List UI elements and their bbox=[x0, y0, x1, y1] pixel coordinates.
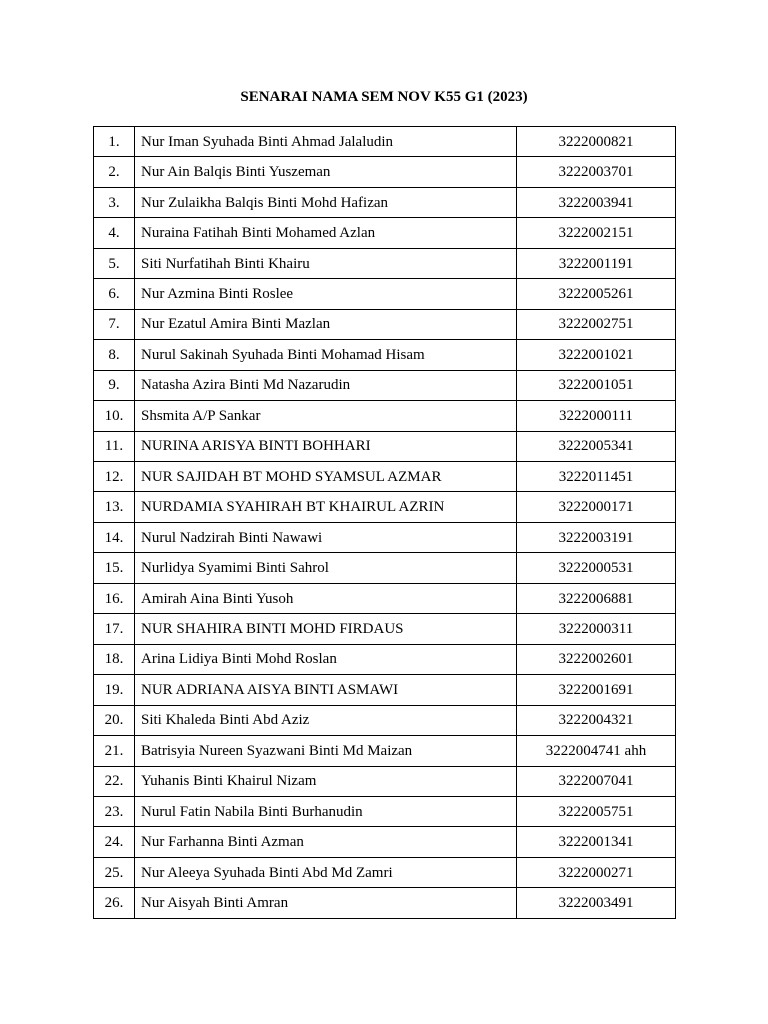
row-number-cell: 1. bbox=[94, 127, 135, 157]
student-name-cell: NUR SAJIDAH BT MOHD SYAMSUL AZMAR bbox=[135, 461, 517, 491]
row-number-cell: 2. bbox=[94, 157, 135, 187]
table-row bbox=[94, 127, 676, 157]
student-id-cell: 3222001191 bbox=[517, 248, 676, 278]
table-row bbox=[94, 675, 676, 705]
student-name-cell: Nur Ain Balqis Binti Yuszeman bbox=[135, 157, 517, 187]
row-number-cell: 14. bbox=[94, 522, 135, 552]
row-number-cell: 20. bbox=[94, 705, 135, 735]
table-row bbox=[94, 553, 676, 583]
student-name-cell: Nurul Nadzirah Binti Nawawi bbox=[135, 522, 517, 552]
student-id-cell: 3222000821 bbox=[517, 127, 676, 157]
row-number-cell: 16. bbox=[94, 583, 135, 613]
table-row bbox=[94, 401, 676, 431]
table-row bbox=[94, 705, 676, 735]
page-title: SENARAI NAMA SEM NOV K55 G1 (2023) bbox=[240, 89, 528, 105]
student-name-cell: Nur Zulaikha Balqis Binti Mohd Hafizan bbox=[135, 187, 517, 217]
student-id-cell: 3222000271 bbox=[517, 857, 676, 887]
student-id-cell: 3222001021 bbox=[517, 340, 676, 370]
student-name-cell: Yuhanis Binti Khairul Nizam bbox=[135, 766, 517, 796]
row-number-cell: 9. bbox=[94, 370, 135, 400]
table-row bbox=[94, 370, 676, 400]
row-number-cell: 24. bbox=[94, 827, 135, 857]
row-number-cell: 26. bbox=[94, 888, 135, 918]
student-name-cell: Siti Khaleda Binti Abd Aziz bbox=[135, 705, 517, 735]
row-number-cell: 7. bbox=[94, 309, 135, 339]
student-name-cell: NURINA ARISYA BINTI BOHHARI bbox=[135, 431, 517, 461]
student-name-cell: Nur Azmina Binti Roslee bbox=[135, 279, 517, 309]
student-name-cell: Arina Lidiya Binti Mohd Roslan bbox=[135, 644, 517, 674]
table-row bbox=[94, 492, 676, 522]
table-row bbox=[94, 248, 676, 278]
table-row bbox=[94, 157, 676, 187]
student-name-cell: Natasha Azira Binti Md Nazarudin bbox=[135, 370, 517, 400]
row-number-cell: 6. bbox=[94, 279, 135, 309]
table-row bbox=[94, 888, 676, 918]
student-id-cell: 3222000171 bbox=[517, 492, 676, 522]
table-row bbox=[94, 218, 676, 248]
student-name-cell: Nuraina Fatihah Binti Mohamed Azlan bbox=[135, 218, 517, 248]
student-name-cell: NUR SHAHIRA BINTI MOHD FIRDAUS bbox=[135, 614, 517, 644]
table-row bbox=[94, 827, 676, 857]
row-number-cell: 15. bbox=[94, 553, 135, 583]
table-row bbox=[94, 431, 676, 461]
table-row bbox=[94, 187, 676, 217]
student-name-cell: Shsmita A/P Sankar bbox=[135, 401, 517, 431]
student-id-cell: 3222004741 ahh bbox=[517, 736, 676, 766]
row-number-cell: 12. bbox=[94, 461, 135, 491]
student-id-cell: 3222011451 bbox=[517, 461, 676, 491]
student-id-cell: 3222005261 bbox=[517, 279, 676, 309]
row-number-cell: 21. bbox=[94, 736, 135, 766]
row-number-cell: 5. bbox=[94, 248, 135, 278]
row-number-cell: 10. bbox=[94, 401, 135, 431]
row-number-cell: 4. bbox=[94, 218, 135, 248]
student-name-cell: NUR ADRIANA AISYA BINTI ASMAWI bbox=[135, 675, 517, 705]
student-id-cell: 3222005341 bbox=[517, 431, 676, 461]
student-name-cell: Nur Farhanna Binti Azman bbox=[135, 827, 517, 857]
student-id-cell: 3222000311 bbox=[517, 614, 676, 644]
table-row bbox=[94, 796, 676, 826]
row-number-cell: 18. bbox=[94, 644, 135, 674]
student-name-cell: Amirah Aina Binti Yusoh bbox=[135, 583, 517, 613]
student-name-cell: Nur Ezatul Amira Binti Mazlan bbox=[135, 309, 517, 339]
student-id-cell: 3222004321 bbox=[517, 705, 676, 735]
student-id-cell: 3222001341 bbox=[517, 827, 676, 857]
row-number-cell: 17. bbox=[94, 614, 135, 644]
student-name-cell: Nur Iman Syuhada Binti Ahmad Jalaludin bbox=[135, 127, 517, 157]
row-number-cell: 13. bbox=[94, 492, 135, 522]
student-id-cell: 3222003191 bbox=[517, 522, 676, 552]
row-number-cell: 19. bbox=[94, 675, 135, 705]
student-name-cell: Nur Aisyah Binti Amran bbox=[135, 888, 517, 918]
student-id-cell: 3222006881 bbox=[517, 583, 676, 613]
row-number-cell: 23. bbox=[94, 796, 135, 826]
student-name-cell: Nurul Fatin Nabila Binti Burhanudin bbox=[135, 796, 517, 826]
row-number-cell: 8. bbox=[94, 340, 135, 370]
table-row bbox=[94, 736, 676, 766]
student-id-cell: 3222003941 bbox=[517, 187, 676, 217]
table-row bbox=[94, 583, 676, 613]
table-row bbox=[94, 857, 676, 887]
row-number-cell: 3. bbox=[94, 187, 135, 217]
row-number-cell: 22. bbox=[94, 766, 135, 796]
student-name-cell: Batrisyia Nureen Syazwani Binti Md Maizan bbox=[135, 736, 517, 766]
table-row bbox=[94, 279, 676, 309]
student-name-cell: Siti Nurfatihah Binti Khairu bbox=[135, 248, 517, 278]
student-list-table bbox=[93, 126, 676, 919]
student-id-cell: 3222007041 bbox=[517, 766, 676, 796]
student-id-cell: 3222002151 bbox=[517, 218, 676, 248]
student-list-body bbox=[94, 127, 676, 919]
student-name-cell: NURDAMIA SYAHIRAH BT KHAIRUL AZRIN bbox=[135, 492, 517, 522]
student-id-cell: 3222003491 bbox=[517, 888, 676, 918]
table-row bbox=[94, 644, 676, 674]
student-name-cell: Nurul Sakinah Syuhada Binti Mohamad Hisam bbox=[135, 340, 517, 370]
student-id-cell: 3222000111 bbox=[517, 401, 676, 431]
student-id-cell: 3222002601 bbox=[517, 644, 676, 674]
table-row bbox=[94, 309, 676, 339]
student-id-cell: 3222000531 bbox=[517, 553, 676, 583]
table-row bbox=[94, 340, 676, 370]
student-id-cell: 3222001051 bbox=[517, 370, 676, 400]
student-id-cell: 3222005751 bbox=[517, 796, 676, 826]
row-number-cell: 11. bbox=[94, 431, 135, 461]
student-name-cell: Nur Aleeya Syuhada Binti Abd Md Zamri bbox=[135, 857, 517, 887]
student-id-cell: 3222002751 bbox=[517, 309, 676, 339]
student-id-cell: 3222003701 bbox=[517, 157, 676, 187]
row-number-cell: 25. bbox=[94, 857, 135, 887]
table-row bbox=[94, 766, 676, 796]
table-row bbox=[94, 461, 676, 491]
table-row bbox=[94, 522, 676, 552]
student-name-cell: Nurlidya Syamimi Binti Sahrol bbox=[135, 553, 517, 583]
student-id-cell: 3222001691 bbox=[517, 675, 676, 705]
table-row bbox=[94, 614, 676, 644]
